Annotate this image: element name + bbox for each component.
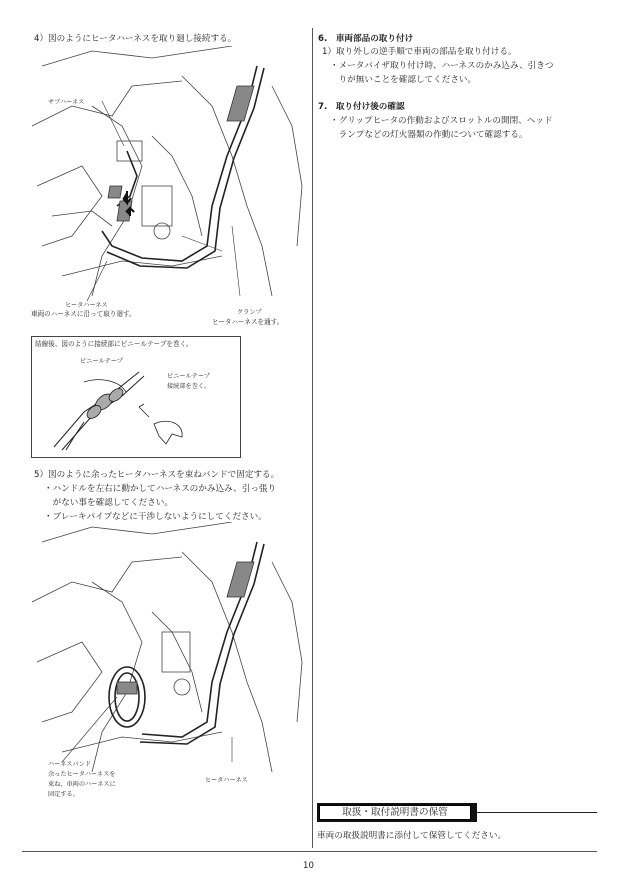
clamp-label: クランプ bbox=[237, 309, 262, 316]
storage-banner-rule bbox=[477, 812, 597, 813]
section6-step1: 1）取り外しの逆手順で車両の部品を取り付ける。 bbox=[322, 47, 517, 57]
sub-harness-label: サブハーネス bbox=[48, 99, 85, 106]
vinyl-tape-label-2: ビニールテープ bbox=[167, 373, 210, 380]
section7-line-1: ・グリップヒータの作動およびスロットルの開閉、ヘッド bbox=[330, 116, 553, 126]
section6-bullet-2: りが無いことを確認してください。 bbox=[330, 75, 477, 85]
section6-bullet-1: ・メータバイザ取り付け時、ハーネスのかみ込み、引きつ bbox=[330, 61, 554, 71]
band-note-line-2: 束ね、車両のハーネスに bbox=[48, 781, 116, 788]
step5-bullet-1: ・ハンドルを左右に動かしてハーネスのかみ込み、引っ張り bbox=[44, 484, 277, 494]
heater-harness-label-2: ヒータハーネス bbox=[205, 777, 248, 784]
step5-title: 5）図のように余ったヒータハーネスを束ねバンドで固定する。 bbox=[34, 470, 280, 480]
footer-rule bbox=[22, 851, 597, 852]
step4-title: 4）図のようにヒータハーネスを取り廻し接続する。 bbox=[34, 34, 237, 44]
section6-title: 6. 車両部品の取り付け bbox=[318, 34, 414, 44]
section7-line-2: ランプなどの灯火器類の作動について確認する。 bbox=[330, 130, 528, 140]
step5-bullet-3: ・ブレーキパイプなどに干渉しないようにしてください。 bbox=[44, 512, 267, 522]
band-note-line-3: 固定する。 bbox=[48, 791, 79, 798]
storage-banner bbox=[317, 803, 477, 822]
step5-bullet-2: がない事を確認してください。 bbox=[44, 498, 173, 508]
storage-title: 取扱・取付説明書の保管 bbox=[319, 805, 471, 820]
harness-band-label: ハーネスバンド bbox=[48, 761, 92, 768]
figure2-illustration bbox=[32, 522, 307, 780]
tape-box-title: 結線後、図のように接続部にビニールテープを巻く。 bbox=[35, 340, 193, 348]
column-divider bbox=[312, 28, 313, 848]
page-number: 10 bbox=[303, 861, 314, 871]
vinyl-tape-label: ビニールテープ bbox=[80, 358, 123, 365]
storage-note: 車両の取扱説明書に添付して保管してください。 bbox=[317, 831, 507, 841]
figure1-illustration bbox=[32, 46, 307, 308]
route-note: 車両のハーネスに沿って取り廻す。 bbox=[31, 310, 136, 318]
wrap-note: 接続部を巻く。 bbox=[167, 383, 211, 390]
heater-harness-label: ヒータハーネス bbox=[65, 302, 108, 309]
clamp-note: ヒータハーネスを通す。 bbox=[212, 318, 284, 326]
band-note-line-1: 余ったヒータハーネスを bbox=[48, 771, 116, 778]
section7-title: 7. 取り付け後の確認 bbox=[318, 102, 405, 112]
tape-wrap-illustration bbox=[44, 362, 194, 452]
